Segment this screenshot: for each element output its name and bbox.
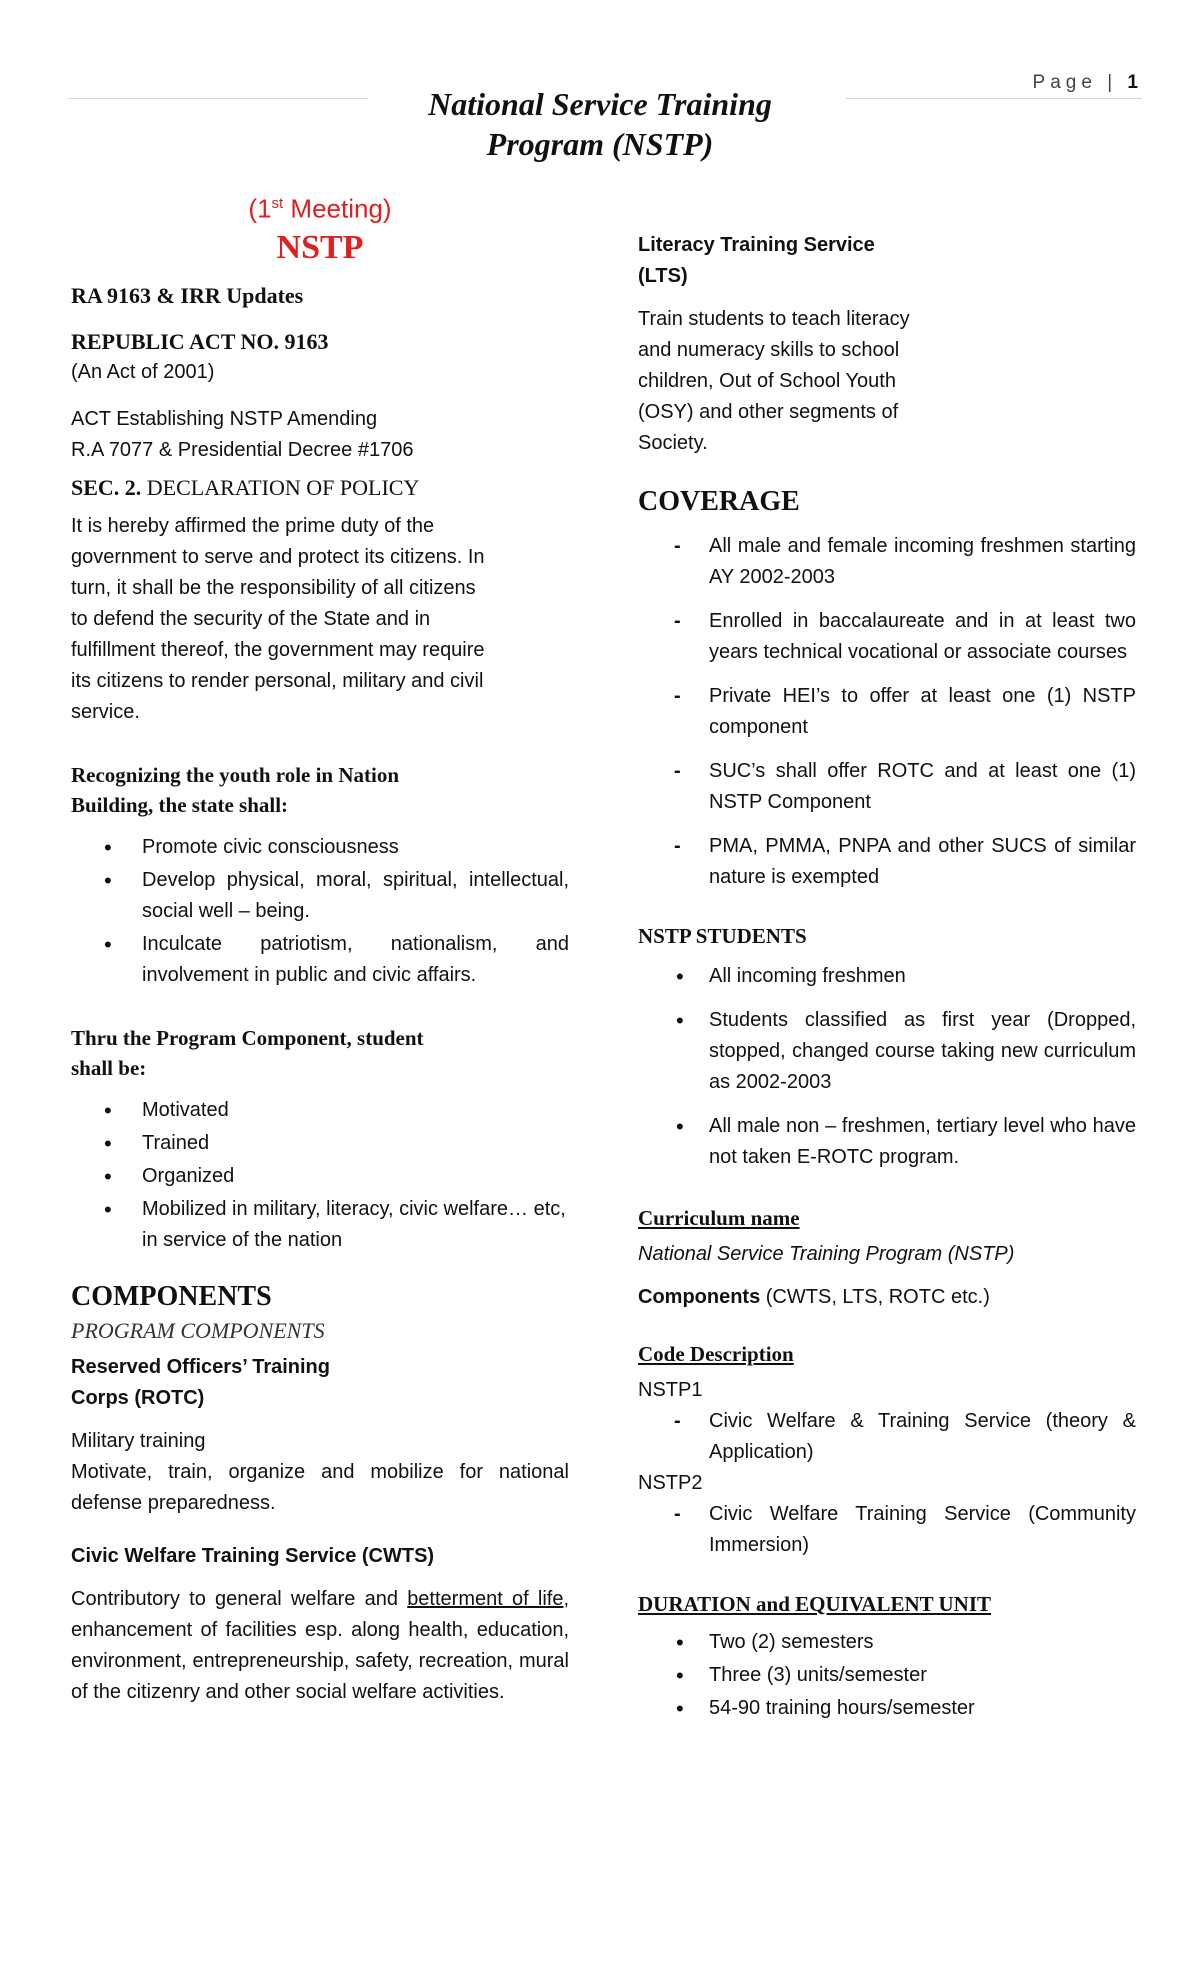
nstp2-list (638, 1499, 1136, 1561)
student-quality-item: • Mobilized in military, literacy, civic welfare… etc, in service of the nation (71, 1194, 569, 1256)
thru-heading (71, 1023, 569, 1083)
thru-line-2: shall be: (71, 1055, 147, 1080)
curriculum-heading: Curriculum name (638, 1206, 800, 1230)
coverage-item: - Enrolled in baccalaureate and in at least two years technical vocational or associate courses (638, 606, 1136, 668)
left-column (71, 186, 569, 1708)
students-item: • All incoming freshmen (638, 961, 1136, 992)
components-value: (CWTS, LTS, ROTC etc.) (760, 1286, 990, 1308)
recognizing-line-2: Building, the state shall: (71, 792, 289, 817)
state-list (71, 832, 569, 991)
cwts-text-a: Contributory to general welfare and (71, 1587, 408, 1610)
components-line (638, 1282, 1136, 1313)
duration-list (638, 1627, 1136, 1724)
coverage-item: - SUC’s shall offer ROTC and at least one (1) NSTP Component (638, 756, 1136, 818)
students-item: • All male non – freshmen, tertiary level who have not taken E-ROTC program. (638, 1111, 1136, 1173)
nstp2-label: NSTP2 (638, 1472, 703, 1494)
rotc-heading (71, 1352, 569, 1414)
student-quality-item: • Motivated (71, 1095, 569, 1126)
nstp1-list (638, 1406, 1136, 1468)
rotc-line-2: Corps (ROTC) (71, 1386, 205, 1409)
lts-line-1: Literacy Training Service (638, 234, 875, 256)
coverage-item: - PMA, PMMA, PNPA and other SUCS of similar nature is exempted (638, 831, 1136, 893)
page-title (0, 84, 1200, 164)
rotc-line-1: Reserved Officers’ Training (71, 1355, 330, 1378)
act-line-2: R.A 7077 & Presidential Decree #1706 (71, 438, 414, 461)
components-heading: COMPONENTS (71, 1280, 272, 1312)
nstp1-label: NSTP1 (638, 1379, 703, 1401)
right-column (638, 230, 1136, 1724)
page-number-value: 1 (1127, 72, 1138, 93)
nstp2-desc: - Civic Welfare Training Service (Community Immersion) (638, 1499, 1136, 1561)
program-components-subheading: PROGRAM COMPONENTS (71, 1317, 325, 1343)
meeting-close: Meeting) (283, 193, 392, 224)
page-label: Page | (1032, 72, 1118, 93)
meeting-open: (1 (248, 193, 272, 224)
curriculum-name: National Service Training Program (NSTP) (638, 1243, 1015, 1265)
state-item: • Develop physical, moral, spiritual, intellectual, social well – being. (71, 865, 569, 927)
sec2-heading (71, 472, 569, 503)
nstp-heading: NSTP (276, 228, 364, 266)
code-description-heading: Code Description (638, 1342, 794, 1366)
cwts-text (71, 1584, 569, 1708)
title-line-2: Program (NSTP) (486, 126, 714, 162)
duration-item: • 54-90 training hours/semester (638, 1693, 1136, 1724)
recognizing-line-1: Recognizing the youth role in Nation (71, 762, 400, 787)
rotc-desc-1: Military training (71, 1429, 206, 1452)
meeting-sup: st (271, 195, 284, 212)
lts-text: Train students to teach literacy and numeracy skills to school children, Out of School Youth (OSY) and other segments of Society. (638, 308, 910, 454)
coverage-item: - Private HEI’s to offer at least one (1) NSTP component (638, 681, 1136, 743)
coverage-item: - All male and female incoming freshmen starting AY 2002-2003 (638, 531, 1136, 593)
components-label: Components (638, 1286, 761, 1308)
cwts-text-underlined: betterment of life (407, 1587, 564, 1610)
student-quality-item: • Trained (71, 1128, 569, 1159)
lts-line-2: (LTS) (638, 265, 688, 287)
sec2-title: DECLARATION OF POLICY (141, 474, 420, 500)
ra-updates-heading: RA 9163 & IRR Updates (71, 282, 304, 308)
students-list (638, 961, 1136, 1173)
lts-heading (638, 230, 1136, 292)
sec2-label: SEC. 2. (71, 474, 142, 500)
meeting-label (71, 186, 569, 227)
duration-item: • Three (3) units/semester (638, 1660, 1136, 1691)
coverage-list (638, 531, 1136, 893)
students-item: • Students classified as first year (Dropped, stopped, changed course taking new curriculum as 2002-2003 (638, 1005, 1136, 1098)
student-quality-item: • Organized (71, 1161, 569, 1192)
duration-item: • Two (2) semesters (638, 1627, 1136, 1658)
rotc-desc-2: Motivate, train, organize and mobilize for national defense preparedness. (71, 1460, 569, 1514)
students-heading: NSTP STUDENTS (638, 924, 807, 948)
state-item: • Promote civic consciousness (71, 832, 569, 863)
recognizing-heading (71, 760, 569, 820)
cwts-heading: Civic Welfare Training Service (CWTS) (71, 1544, 435, 1567)
cwts-text-b: , enhancement of facilities esp. along health, education, environment, entrepreneurship, safety, recreation, mural of the citizenry and other social welfare activities. (71, 1587, 570, 1703)
title-line-1: National Service Training (428, 86, 772, 122)
state-item: • Inculcate patriotism, nationalism, and involvement in public and civic affairs. (71, 929, 569, 991)
duration-heading: DURATION and EQUIVALENT UNIT (638, 1592, 992, 1616)
act-year: (An Act of 2001) (71, 360, 215, 383)
act-line-1: ACT Establishing NSTP Amending (71, 407, 378, 430)
thru-line-1: Thru the Program Component, student (71, 1025, 424, 1050)
coverage-heading: COVERAGE (638, 486, 800, 517)
nstp1-desc: - Civic Welfare & Training Service (theory & Application) (638, 1406, 1136, 1468)
student-qualities-list (71, 1095, 569, 1256)
policy-text: It is hereby affirmed the prime duty of the government to serve and protect its citizens. In turn, it shall be the responsibility of all citizens to defend the security of the State and in fulfillment thereof, the government may require its citizens to render personal, military and civil service. (71, 514, 485, 723)
republic-act-heading: REPUBLIC ACT NO. 9163 (71, 328, 329, 354)
